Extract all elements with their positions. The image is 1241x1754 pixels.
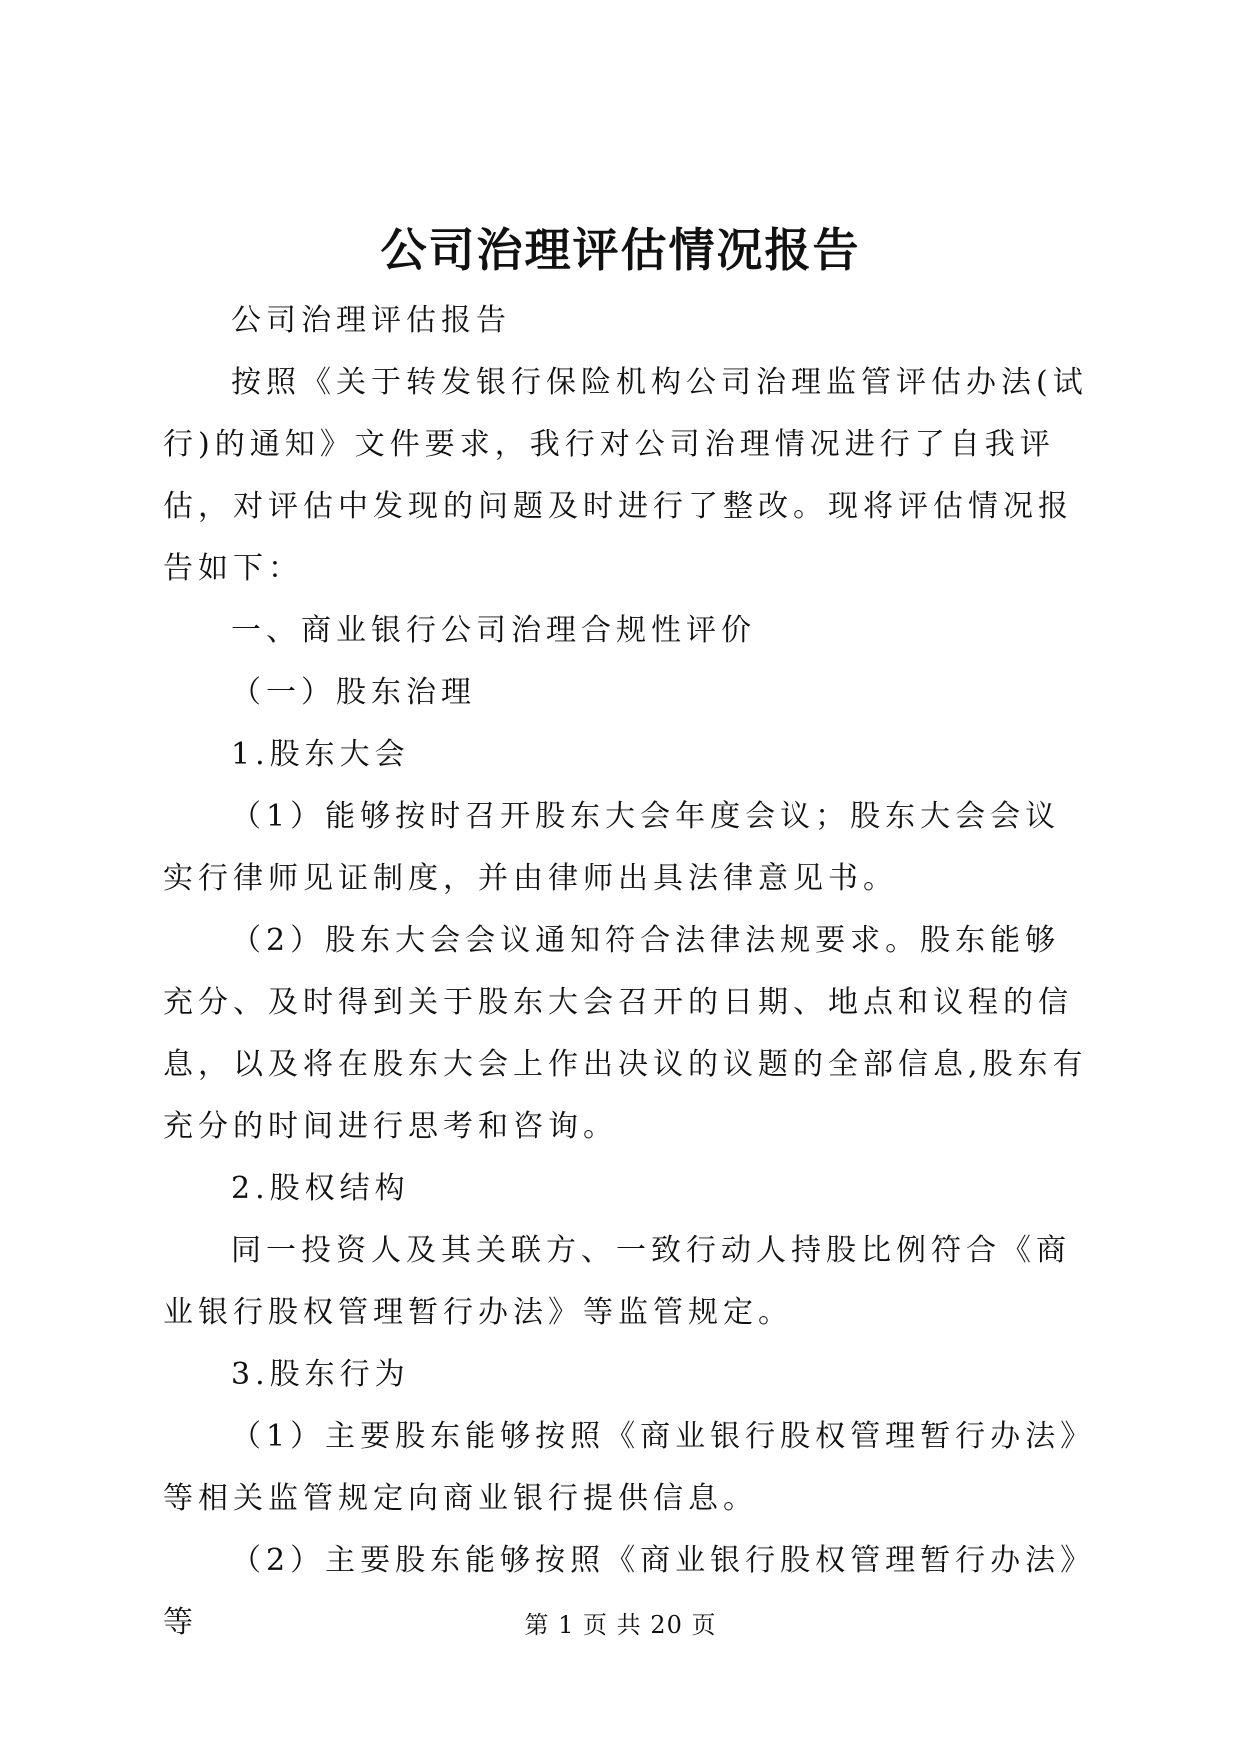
item-heading: 3.股东行为 <box>231 1357 410 1392</box>
document-title: 公司治理评估情况报告 <box>380 223 861 277</box>
section-heading: 一、商业银行公司治理合规性评价 <box>231 613 756 648</box>
paragraph: （1）能够按时召开股东大会年度会议；股东大会会议实行律师见证制度，并由律师出具法律意见书。 <box>163 799 1061 896</box>
paragraph: （1）主要股东能够按照《商业银行股权管理暂行办法》等相关监管规定向商业银行提供信息。 <box>163 1419 1081 1516</box>
paragraph: （2）股东大会会议通知符合法律法规要求。股东能够充分、及时得到关于股东大会召开的日期、地点和议程的信息，以及将在股东大会上作出决议的议题的全部信息,股东有充分的时间进行思考和咨询。 <box>163 923 1088 1144</box>
paragraph: 按照《关于转发银行保险机构公司治理监管评估办法(试行)的通知》文件要求，我行对公司治理情况进行了自我评估，对评估中发现的问题及时进行了整改。现将评估情况报告如下： <box>163 365 1088 586</box>
item-heading: 2.股权结构 <box>231 1171 410 1206</box>
subsection-heading: （一）股东治理 <box>231 675 476 710</box>
item-heading: 1.股东大会 <box>231 737 410 772</box>
paragraph: 公司治理评估报告 <box>231 303 511 338</box>
paragraph: （2）主要股东能够按照《商业银行股权管理暂行办法》等 <box>163 1543 1081 1640</box>
paragraph: 同一投资人及其关联方、一致行动人持股比例符合《商业银行股权管理暂行办法》等监管规定。 <box>163 1233 1071 1330</box>
document-body <box>163 290 1088 1654</box>
page-footer: 第 1 页 共 20 页 <box>524 1611 717 1639</box>
